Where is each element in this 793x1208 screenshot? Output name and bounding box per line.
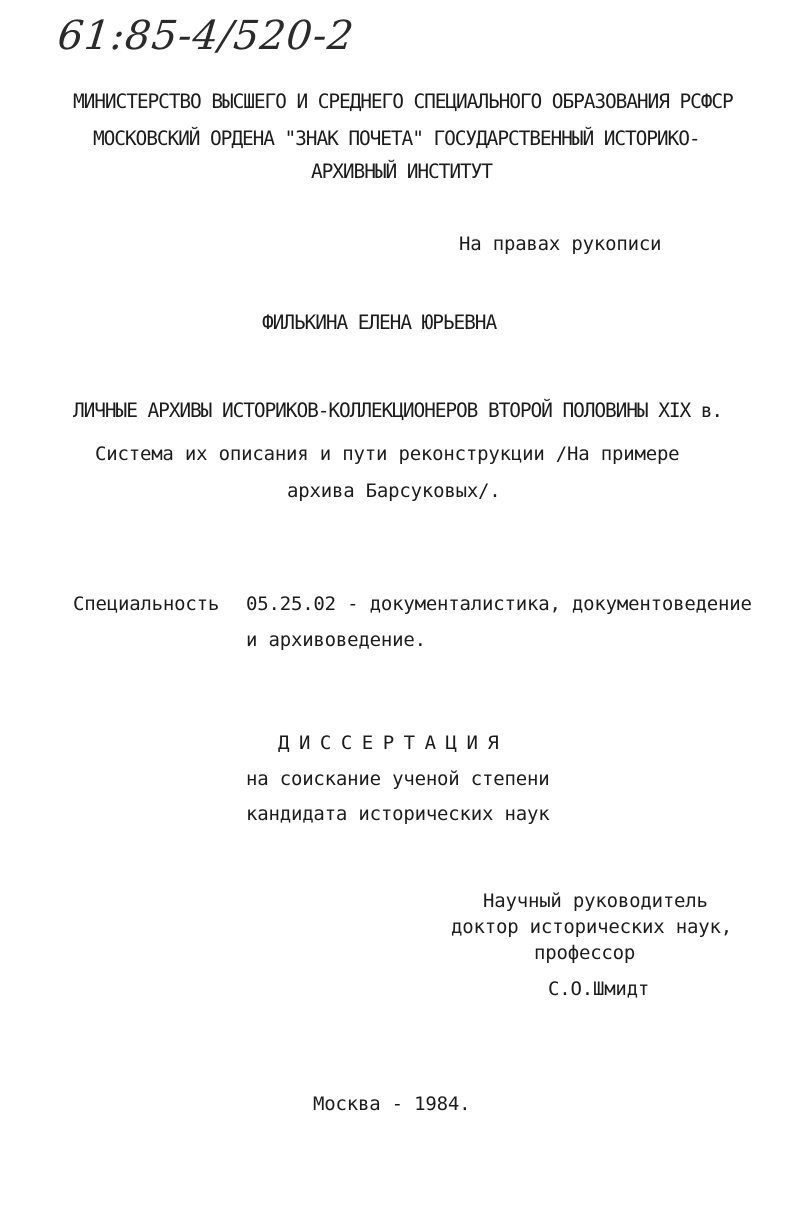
author-name: ФИЛЬКИНА ЕЛЕНА ЮРЬЕВНА xyxy=(262,311,497,334)
degree-line-cont: кандидата исторических наук xyxy=(246,803,550,825)
supervisor-degree: доктор исторических наук, xyxy=(451,916,732,938)
supervisor-title: Научный руководитель xyxy=(483,890,708,912)
thesis-subtitle: Система их описания и пути реконструкции /На примере xyxy=(95,443,680,465)
rights-note: На правах рукописи xyxy=(459,233,662,255)
thesis-subtitle-cont: архива Барсуковых/. xyxy=(287,480,501,502)
supervisor-name: С.О.Шмидт xyxy=(548,978,650,1000)
thesis-title: ЛИЧНЫЕ АРХИВЫ ИСТОРИКОВ-КОЛЛЕКЦИОНЕРОВ ВТОРОЙ ПОЛОВИНЫ XIX в. xyxy=(73,399,723,422)
specialty-cont: и архивоведение. xyxy=(246,629,426,651)
degree-line: на соискание ученой степени xyxy=(246,768,550,790)
place-year: Москва - 1984. xyxy=(313,1093,471,1115)
specialty-code: 05.25.02 - документалистика, документоведение xyxy=(246,593,752,615)
institute-line-cont: АРХИВНЫЙ ИНСТИТУТ xyxy=(311,160,492,183)
specialty-label: Специальность xyxy=(73,593,220,615)
ministry-line: МИНИСТЕРСТВО ВЫСШЕГО И СРЕДНЕГО СПЕЦИАЛЬНОГО ОБРАЗОВАНИЯ РСФСР xyxy=(73,90,733,113)
archive-code-handwritten: 61:85-4/520-2 xyxy=(55,13,357,59)
institute-line: МОСКОВСКИЙ ОРДЕНА "ЗНАК ПОЧЕТА" ГОСУДАРСТВЕННЫЙ ИСТОРИКО- xyxy=(93,127,700,150)
supervisor-rank: профессор xyxy=(534,942,636,964)
dissertation-heading: ДИССЕРТАЦИЯ xyxy=(278,732,509,754)
